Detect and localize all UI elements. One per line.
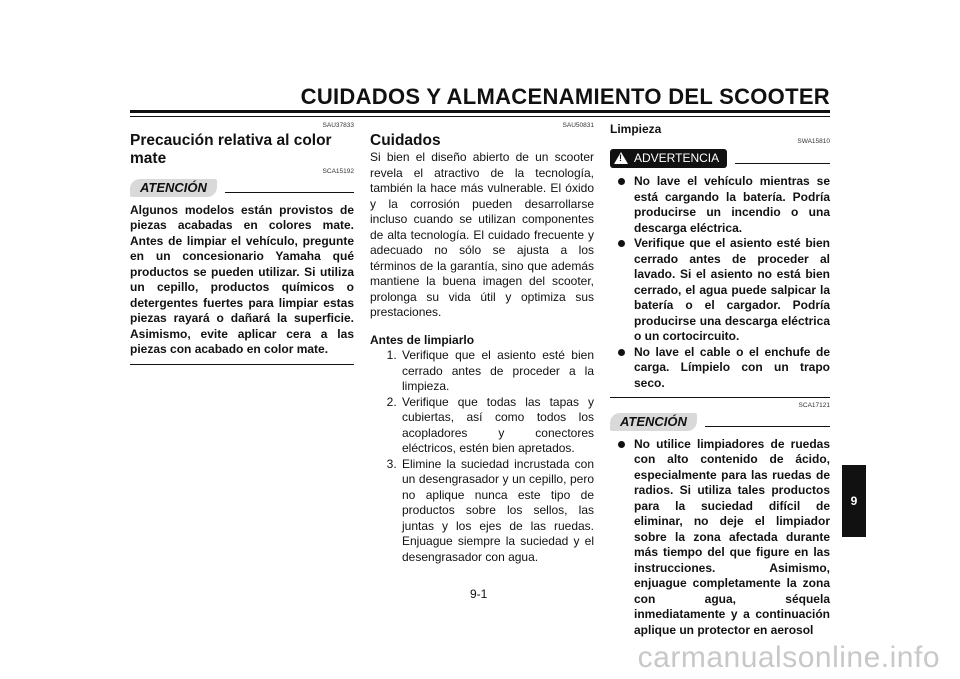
caution-code: SCA17121	[798, 402, 830, 409]
chapter-tab: 9	[842, 465, 866, 537]
caution-end-rule	[130, 364, 354, 365]
spacer	[370, 321, 594, 333]
caution-label: ATENCIÓN	[130, 179, 217, 197]
list-item: No lave el cable o el enchufe de carga. Límpielo con un trapo seco.	[634, 344, 830, 390]
subheading-before-cleaning: Antes de limpiarlo	[370, 332, 475, 347]
warning-label-row	[610, 149, 830, 169]
warning-label-text: ADVERTENCIA	[634, 150, 720, 165]
list-item: 3. Elimine la suciedad incrustada con un desengrasador y un cepillo, pero no aplique nunca este tipo de productos sobre los sellos, las juntas y los ejes de las ruedas. Enjuague siempre la suciedad y el desengrasador con agua.	[400, 457, 594, 566]
care-intro: Si bien el diseño abierto de un scooter revela el atractivo de la tecnología, también la hace más vulnerable. El óxido y la corrosión pueden desarrollarse incluso cuando se utilizan componentes de alta tecnología. El cuidado frecuente y adecuado no sólo se ajusta a los términos de la garantía, sino que además mantiene la buena imagen del scooter, prolonga su vida útil y optimiza sus prestaciones.	[370, 150, 594, 319]
warning-list	[610, 174, 830, 391]
header-rule-thin	[130, 116, 830, 117]
warning-label	[610, 149, 727, 169]
page-title: CUIDADOS Y ALMACENAMIENTO DEL SCOOTER	[300, 84, 830, 109]
page-number: 9-1	[470, 587, 488, 601]
warning-label-rule	[735, 163, 830, 164]
warning-end-rule	[610, 397, 830, 398]
cleaning-steps-list	[370, 348, 594, 565]
section-heading-cleaning: Limpieza	[610, 122, 662, 136]
caution-label-row	[130, 179, 354, 197]
list-item: No utilice limpiadores de ruedas con alto contenido de ácido, especialmente para las ruedas de radios. Si utiliza tales productos para la suciedad difícil de eliminar, no deje el limpiador sobre la zona afectada durante más tiempo del que figure en las instrucciones. Asimismo, enjuague completamente la zona con agua, séquela inmediatamente y a continuación aplique un protector en aerosol	[634, 436, 830, 637]
section-heading: Cuidados	[370, 132, 441, 149]
column-matte-color	[130, 122, 354, 369]
watermark: carmanualsonline.info	[637, 641, 940, 674]
section-heading: Precaución relativa al color mate	[130, 132, 332, 167]
caution-label-rule	[225, 192, 354, 193]
caution-label-rule	[705, 426, 830, 427]
list-item: 2. Verifique que todas las tapas y cubiertas, así como todos los acopladores y conectores eléctricos, estén bien apretados.	[400, 395, 594, 457]
caution-label: ATENCIÓN	[610, 413, 697, 431]
caution-label-row	[610, 413, 830, 431]
section-code: SAU37833	[322, 122, 354, 129]
warning-triangle-icon: !	[614, 152, 628, 164]
list-item: 1. Verifique que el asiento esté bien cerrado antes de proceder a la limpieza.	[400, 348, 594, 395]
section-code: SAU50831	[562, 122, 594, 129]
list-item: No lave el vehículo mientras se está cargando la batería. Podría producirse un incendio o una descarga eléctrica.	[634, 174, 830, 235]
header-rule-thick	[130, 110, 830, 113]
warning-code: SWA15810	[797, 137, 830, 145]
caution-list	[610, 437, 830, 639]
list-item: Verifique que el asiento esté bien cerrado antes de proceder al lavado. Si el asiento no está bien cerrado, el agua puede salpicar la batería o el cargador. Podría producirse una descarga eléctrica o un cortocircuito.	[634, 236, 830, 343]
column-cleaning	[610, 122, 830, 638]
caution-text: Algunos modelos están provistos de piezas acabadas en colores mate. Antes de limpiar el vehículo, pregunte en un concesionario Yamaha qué productos se pueden utilizar. Si utiliza un cepillo, productos químicos o detergentes fuertes para limpiar estas piezas rayará o dañará la superficie. Asimismo, evite aplicar cera a las piezas con acabado en color mate.	[130, 202, 354, 356]
caution-code: SCA15192	[322, 168, 354, 175]
column-care	[370, 122, 594, 565]
